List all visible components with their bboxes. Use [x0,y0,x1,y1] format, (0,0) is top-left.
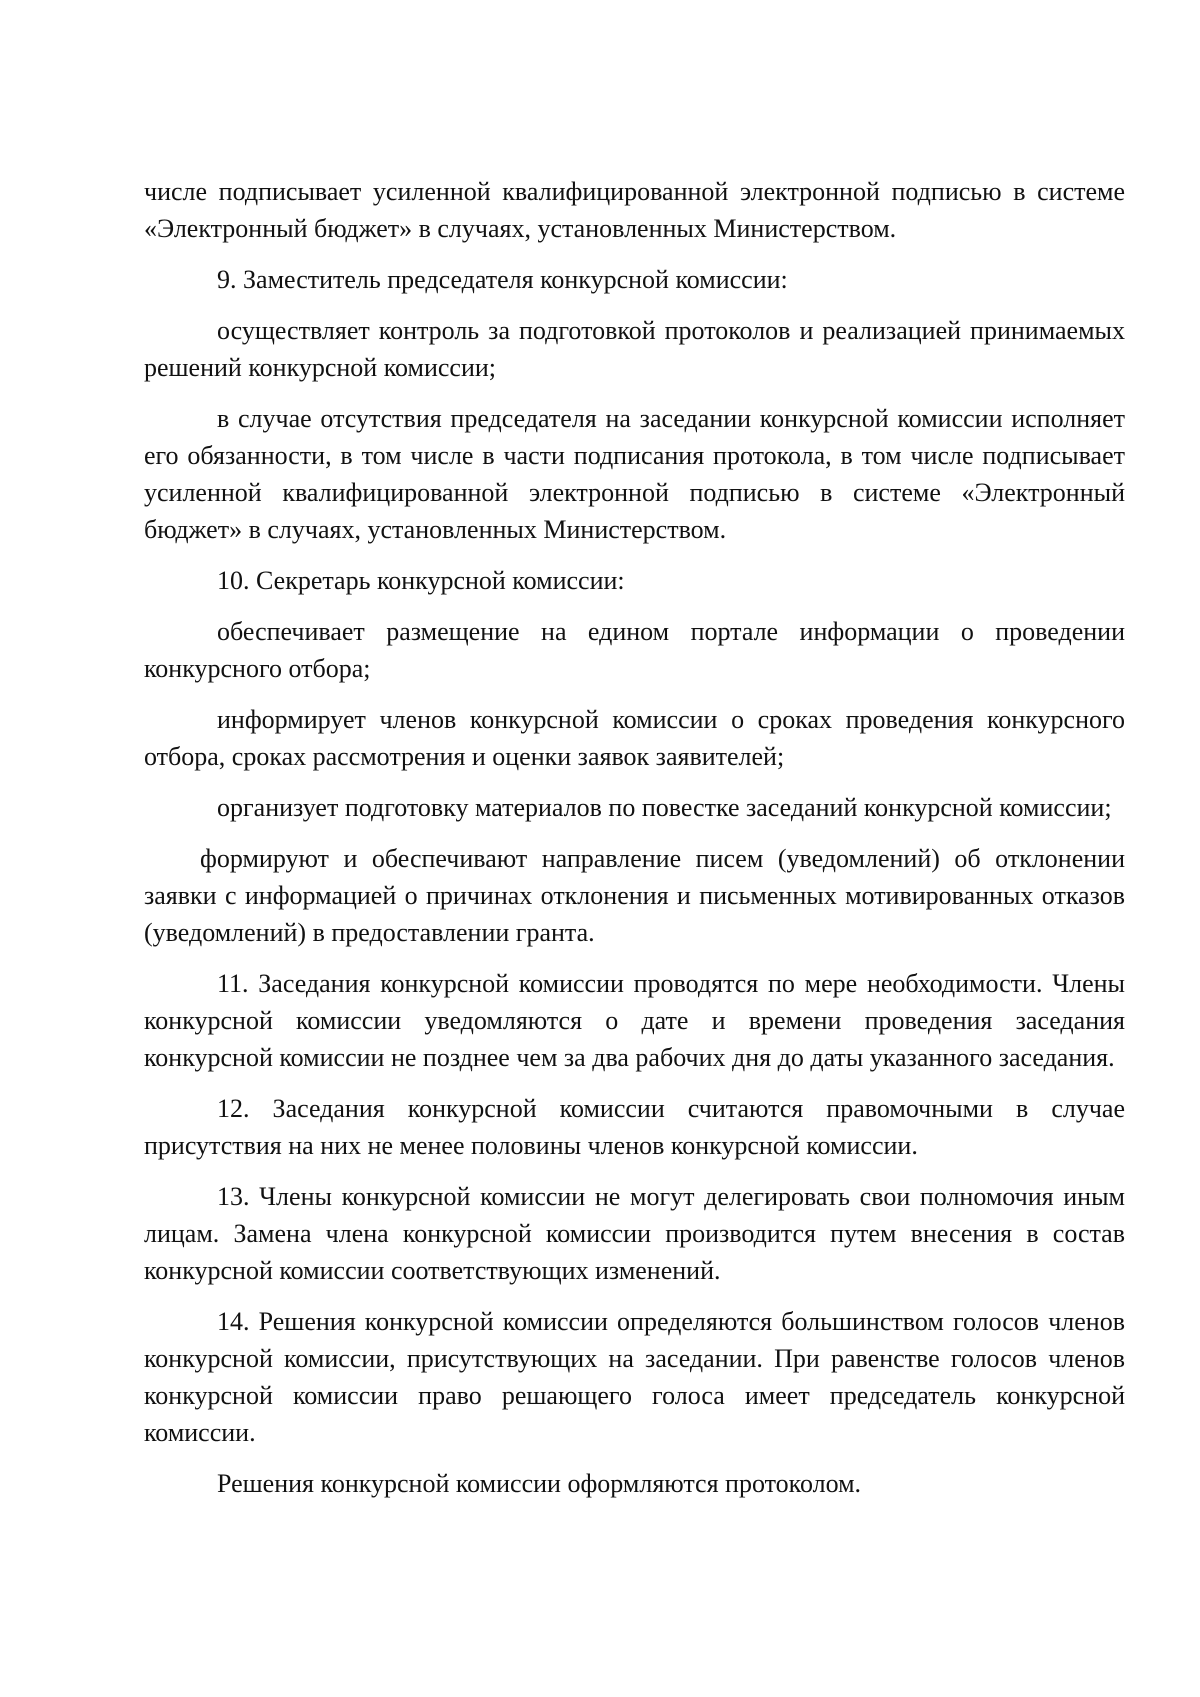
paragraph-item-9-duty-1: осуществляет контроль за подготовкой протоколов и реализацией принимаемых решений конкурсной комиссии; [144,316,1125,382]
paragraph-item-11: 11. Заседания конкурсной комиссии проводятся по мере необходимости. Члены конкурсной комиссии уведомляются о дате и времени проведения заседания конкурсной комиссии не позднее чем за два рабочих дня до даты указанного заседания. [144,969,1125,1072]
paragraph-item-10-heading: 10. Секретарь конкурсной комиссии: [217,566,625,595]
paragraph-item-10-duty-4: формируют и обеспечивают направление писем (уведомлений) об отклонении заявки с информацией о причинах отклонения и письменных мотивированных отказов (уведомлений) в предоставлении гранта. [144,844,1125,947]
paragraph-continuation: числе подписывает усиленной квалифицированной электронной подписью в системе «Электронный бюджет» в случаях, установленных Министерством. [144,177,1125,243]
paragraph-item-10-duty-3: организует подготовку материалов по повестке заседаний конкурсной комиссии; [217,793,1112,822]
paragraph-decisions-protocol: Решения конкурсной комиссии оформляются протоколом. [217,1469,862,1498]
paragraph-item-12: 12. Заседания конкурсной комиссии считаются правомочными в случае присутствия на них не менее половины членов конкурсной комиссии. [144,1094,1125,1160]
paragraph-item-14: 14. Решения конкурсной комиссии определяются большинством голосов членов конкурсной комиссии, присутствующих на заседании. При равенстве голосов членов конкурсной комиссии право решающего голоса имеет председатель конкурсной комиссии. [144,1307,1125,1447]
paragraph-item-13: 13. Члены конкурсной комиссии не могут делегировать свои полномочия иным лицам. Замена члена конкурсной комиссии производится путем внесения в состав конкурсной комиссии соответствующих изменений. [144,1182,1125,1285]
paragraph-item-9-duty-2: в случае отсутствия председателя на заседании конкурсной комиссии исполняет его обязанности, в том числе в части подписания протокола, в том числе подписывает усиленной квалифицированной электронной подписью в системе «Электронный бюджет» в случаях, установленных Министерством. [144,404,1125,544]
paragraph-item-10-duty-2: информирует членов конкурсной комиссии о сроках проведения конкурсного отбора, сроках рассмотрения и оценки заявок заявителей; [144,705,1125,771]
document-body [144,173,1125,1516]
paragraph-item-10-duty-1: обеспечивает размещение на едином портале информации о проведении конкурсного отбора; [144,617,1125,683]
paragraph-item-9-heading: 9. Заместитель председателя конкурсной комиссии: [217,265,788,294]
